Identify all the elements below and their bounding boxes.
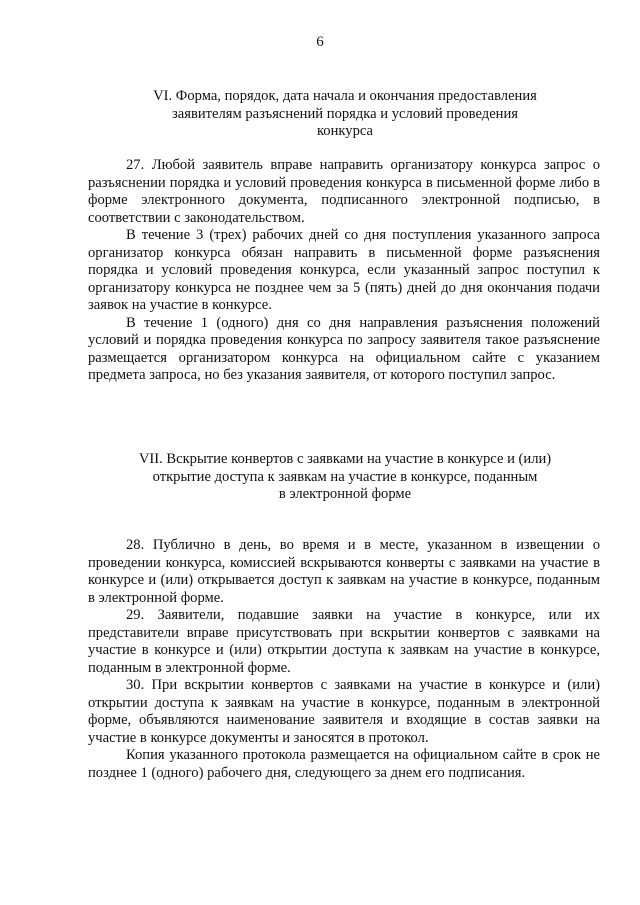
section-6-heading	[80, 88, 610, 141]
section-7-heading-line: открытие доступа к заявкам на участие в конкурсе, поданным	[152, 468, 538, 485]
section-7-heading	[80, 451, 610, 504]
section-7-heading-line: VII. Вскрытие конвертов с заявками на участие в конкурсе и (или)	[138, 451, 552, 467]
paragraph-28: 28. Публично в день, во время и в месте, указанном в извещении о проведении конкурса, комиссией вскрываются конверты с заявками на участие в конкурсе и (или) открывается доступ к заявкам на участие в конкурсе, поданным в электронной форме.	[88, 537, 600, 606]
paragraph-27-response-term: В течение 3 (трех) рабочих дней со дня поступления указанного запроса организатор конкурса обязан направить в письменной форме разъяснения порядка и условий проведения конкурса, если указанный запрос поступил к организатору конкурса не позднее чем за 5 (пять) дней до дня окончания подачи заявок на участие в конкурсе.	[88, 227, 600, 313]
section-7-body	[88, 537, 600, 782]
page-number: 6	[316, 34, 324, 50]
section-7-heading-line: в электронной форме	[278, 486, 412, 502]
paragraph-27: 27. Любой заявитель вправе направить организатору конкурса запрос о разъяснении порядка и условий проведения конкурса в письменной форме либо в форме электронного документа, подписанного электронной подписью, в соответствии с законодательством.	[88, 157, 600, 226]
paragraph-29: 29. Заявители, подавшие заявки на участие в конкурсе, или их представители вправе присутствовать при вскрытии конвертов с заявками на участие в конкурсе и (или) открытии доступа к заявкам на участие в конкурсе, поданным в электронной форме.	[88, 607, 600, 676]
section-6-heading-line: конкурса	[316, 123, 374, 139]
paragraph-30-protocol-copy: Копия указанного протокола размещается на официальном сайте в срок не позднее 1 (одного) рабочего дня, следующего за днем его подписания.	[88, 747, 600, 781]
section-6-body	[88, 157, 600, 385]
paragraph-30: 30. При вскрытии конвертов с заявками на участие в конкурсе и (или) открытии доступа к заявкам на участие в конкурсе, поданным в электронной форме, объявляются наименование заявителя и входящие в состав заявки на участие в конкурсе документы и заносятся в протокол.	[88, 677, 600, 746]
section-6-heading-line: заявителям разъяснений порядка и условий проведения	[171, 105, 519, 122]
paragraph-27-publication: В течение 1 (одного) дня со дня направления разъяснения положений условий и порядка проведения конкурса по запросу заявителя такое разъяснение размещается организатором конкурса на официальном сайте с указанием предмета запроса, но без указания заявителя, от которого поступил запрос.	[88, 314, 600, 383]
section-6-heading-line: VI. Форма, порядок, дата начала и окончания предоставления	[153, 88, 537, 104]
